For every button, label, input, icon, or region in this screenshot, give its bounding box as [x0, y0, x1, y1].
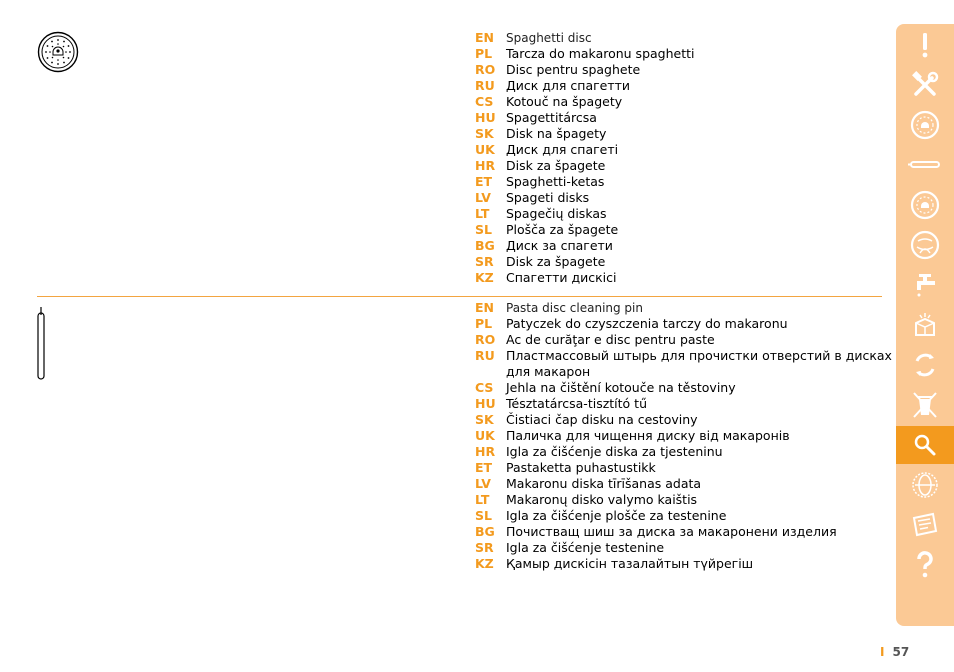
entry-row: [475, 460, 895, 476]
entry-text: Spagečių diskas: [506, 206, 607, 221]
cleaning-pin-translations: [475, 300, 895, 572]
spaghetti-disc-translations: [475, 30, 895, 286]
language-code: PL: [475, 46, 493, 61]
language-code: SR: [475, 254, 494, 269]
language-code: EN: [475, 30, 495, 45]
entry-row: [475, 254, 895, 270]
entry-text: Plošča za špagete: [506, 222, 619, 237]
tab-globe[interactable]: [896, 466, 954, 504]
cycle-icon: [907, 347, 943, 383]
page-number: [880, 645, 909, 659]
tab-safety[interactable]: [896, 26, 954, 64]
entry-row: [475, 556, 895, 572]
language-code: KZ: [475, 270, 494, 285]
entry-text: Spagettitárcsa: [506, 110, 597, 125]
spaghetti-disc-illustration: [37, 31, 79, 73]
language-code: LV: [475, 476, 491, 491]
entry-text: Pasta disc cleaning pin: [506, 301, 643, 315]
entry-text: Igla za čišćenje diska za tjesteninu: [506, 444, 723, 459]
entry-row: [475, 94, 895, 110]
entry-text: Tarcza do makaronu spaghetti: [506, 46, 695, 61]
entry-text: Disk na špagety: [506, 126, 607, 141]
entry-row: [475, 524, 895, 540]
language-code: EN: [475, 300, 495, 315]
entry-text: Jehla na čištění kotouče na těstoviny: [506, 380, 736, 395]
entry-text: Tésztatárcsa-tisztító tű: [506, 396, 647, 411]
entry-row: [475, 444, 895, 460]
recycle-bin-icon: [907, 387, 943, 423]
entry-text: Pastaketta puhastustikk: [506, 460, 656, 475]
entry-text: Makaronų disko valymo kaištis: [506, 492, 698, 507]
entry-row: [475, 238, 895, 254]
entry-text: Почистващ шиш за диска за макаронени изделия: [506, 524, 837, 539]
exclamation-icon: [907, 27, 943, 63]
box-icon: [907, 307, 943, 343]
entry-text: Igla za čišćenje plošče za testenine: [506, 508, 727, 523]
language-code: SK: [475, 412, 494, 427]
entry-text: Disk za špagete: [506, 158, 606, 173]
entry-row: [475, 492, 895, 508]
language-code: KZ: [475, 556, 494, 571]
entry-row: [475, 316, 895, 332]
entry-row: [475, 270, 895, 286]
globe-icon: [907, 467, 943, 503]
tab-help[interactable]: [896, 546, 954, 584]
entry-text: Spaghetti disc: [506, 31, 592, 45]
entry-text: Kotouč na špagety: [506, 94, 623, 109]
language-code: SR: [475, 540, 494, 555]
disc-icon: [907, 187, 943, 223]
language-code: LV: [475, 190, 491, 205]
entry-row: [475, 476, 895, 492]
entry-row: [475, 412, 895, 428]
tab-disc[interactable]: [896, 106, 954, 144]
tools-icon: [907, 67, 943, 103]
entry-text: Диск для спагеті: [506, 142, 619, 157]
search-icon: [907, 427, 943, 463]
language-code: LT: [475, 492, 490, 507]
language-code: UK: [475, 142, 495, 157]
disc-icon: [907, 107, 943, 143]
language-code: LT: [475, 206, 490, 221]
entry-text: Қамыр дискісін тазалайтын түйрегіш: [506, 556, 754, 571]
language-code: ET: [475, 174, 493, 189]
entry-text: Patyczek do czyszczenia tarczy do makaronu: [506, 316, 788, 331]
guarantee-icon: [907, 507, 943, 543]
entry-row: [475, 142, 895, 158]
entry-text: Disc pentru spaghete: [506, 62, 641, 77]
language-code: PL: [475, 316, 493, 331]
entry-row: [475, 380, 895, 396]
language-code: RO: [475, 332, 496, 347]
section-divider: [37, 296, 882, 297]
tab-disc-2[interactable]: [896, 186, 954, 224]
entry-row: [475, 332, 895, 348]
tab-pasta-disc[interactable]: [896, 226, 954, 264]
language-code: SL: [475, 508, 492, 523]
entry-row: [475, 428, 895, 444]
chapter-sidebar: [896, 24, 954, 626]
pasta-disc-icon: [907, 227, 943, 263]
tab-tools[interactable]: [896, 66, 954, 104]
tab-search[interactable]: [896, 426, 954, 464]
language-code: RU: [475, 348, 495, 363]
language-code: SL: [475, 222, 492, 237]
language-code: HR: [475, 444, 496, 459]
entry-text: Čistiaci čap disku na cestoviny: [506, 412, 698, 427]
language-code: SK: [475, 126, 494, 141]
entry-row: [475, 508, 895, 524]
tab-pin[interactable]: [896, 146, 954, 184]
pin-icon: [907, 147, 943, 183]
entry-row: [475, 30, 895, 46]
entry-row: [475, 158, 895, 174]
entry-row: [475, 206, 895, 222]
tab-guarantee[interactable]: [896, 506, 954, 544]
entry-text: Диск для спагетти: [506, 78, 631, 93]
entry-row: [475, 62, 895, 78]
entry-row: [475, 174, 895, 190]
entry-row: [475, 78, 895, 94]
entry-text: Пластмассовый штырь для прочистки отверстий в дисках для макарон: [506, 348, 892, 379]
language-code: HU: [475, 396, 496, 411]
entry-text: Disk za špagete: [506, 254, 606, 269]
tap-icon: [907, 267, 943, 303]
language-code: HR: [475, 158, 496, 173]
language-code: UK: [475, 428, 495, 443]
question-icon: [907, 547, 943, 583]
entry-row: [475, 300, 895, 316]
tab-cycle[interactable]: [896, 346, 954, 384]
entry-row: [475, 110, 895, 126]
language-code: RO: [475, 62, 496, 77]
page-marker: I: [880, 645, 885, 659]
entry-text: Ac de curăţar e disc pentru paste: [506, 332, 715, 347]
entry-row: [475, 126, 895, 142]
entry-row: [475, 46, 895, 62]
language-code: CS: [475, 380, 494, 395]
language-code: RU: [475, 78, 495, 93]
language-code: CS: [475, 94, 494, 109]
entry-text: Spageti disks: [506, 190, 590, 205]
entry-row: [475, 190, 895, 206]
entry-row: [475, 396, 895, 412]
tab-recycle[interactable]: [896, 386, 954, 424]
entry-text: Паличка для чищення диску від макаронів: [506, 428, 790, 443]
entry-row: [475, 348, 895, 380]
tab-box[interactable]: [896, 306, 954, 344]
language-code: BG: [475, 238, 495, 253]
entry-text: Makaronu diska tīrīšanas adata: [506, 476, 702, 491]
entry-row: [475, 222, 895, 238]
entry-text: Диск за спагети: [506, 238, 613, 253]
entry-text: Спагетти дискісі: [506, 270, 617, 285]
language-code: HU: [475, 110, 496, 125]
page-number-value: 57: [892, 645, 910, 659]
entry-text: Igla za čišćenje testenine: [506, 540, 665, 555]
language-code: BG: [475, 524, 495, 539]
entry-row: [475, 540, 895, 556]
entry-text: Spaghetti-ketas: [506, 174, 605, 189]
tab-tap[interactable]: [896, 266, 954, 304]
language-code: ET: [475, 460, 493, 475]
cleaning-pin-illustration: [35, 307, 47, 381]
